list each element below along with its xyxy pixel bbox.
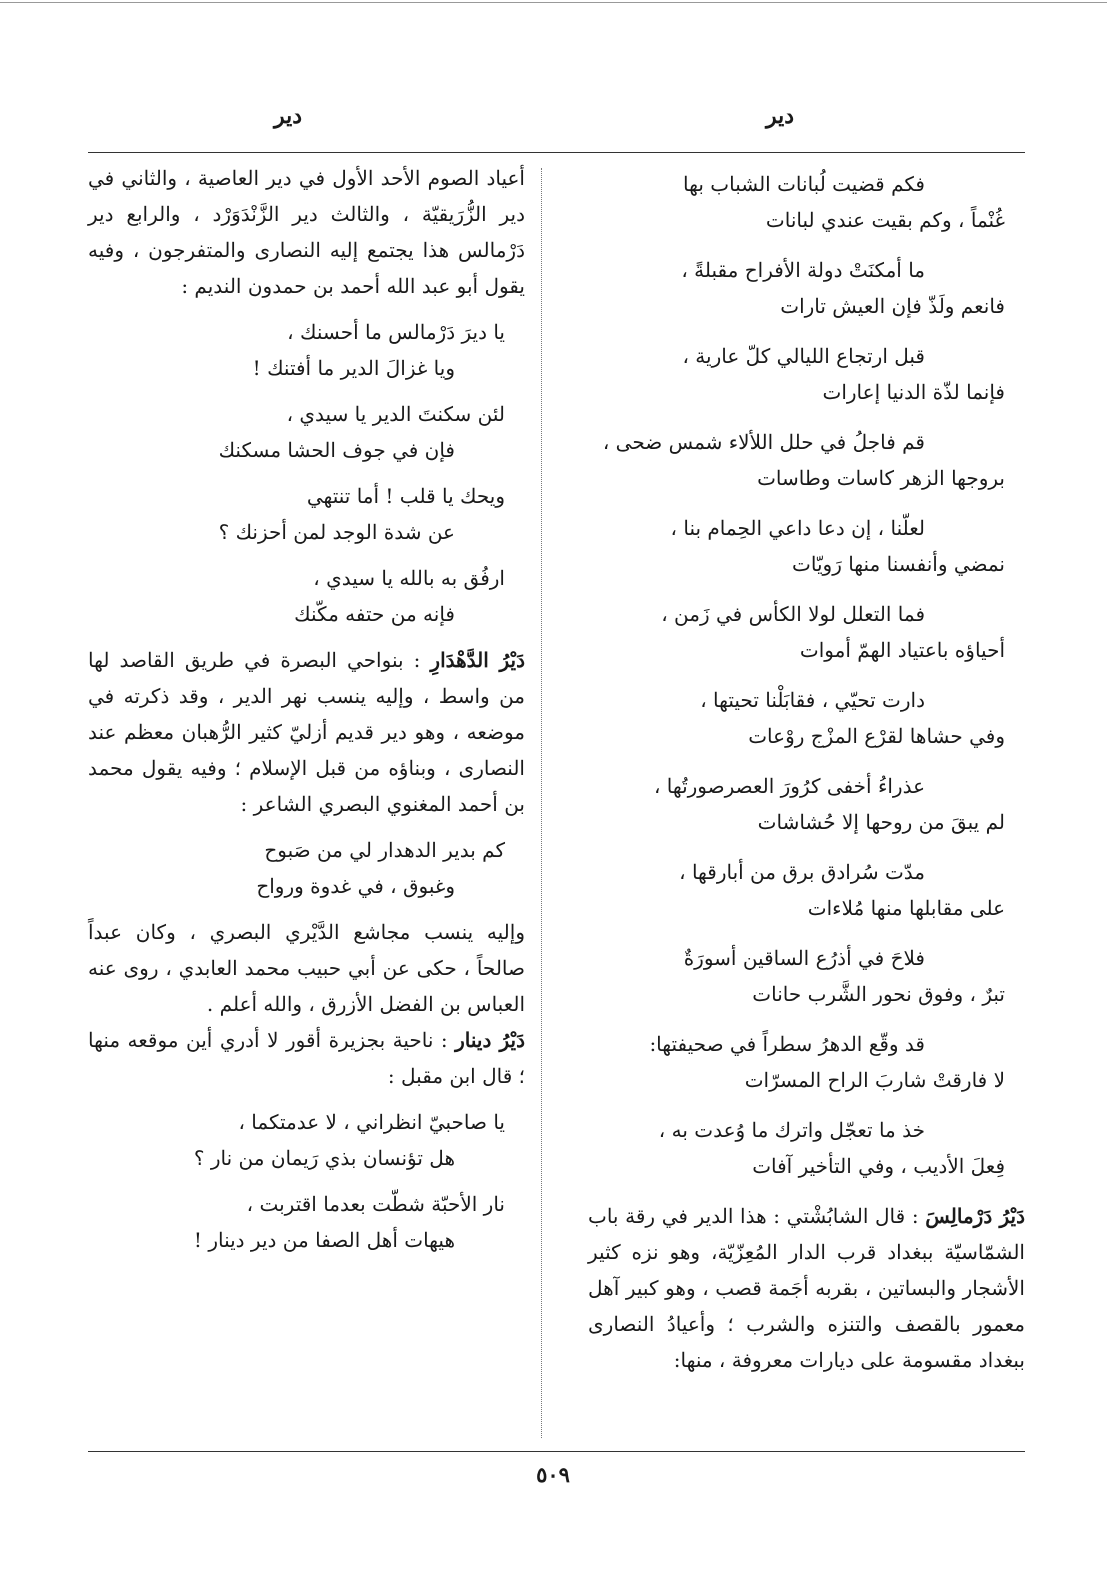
verse: [88, 1186, 525, 1258]
hemistich-2: أحياؤه باعتياد الهمّ أموات: [799, 638, 1005, 662]
hemistich-2: فإن في جوف الحشا مسكنك: [218, 438, 455, 462]
hemistich-1: قبل ارتجاع الليالي كلّ عارية ،: [682, 344, 925, 368]
headword: دَيْرُ دينار: [455, 1028, 525, 1052]
entry-dayr-darmalis: [588, 1198, 1025, 1378]
hemistich-1: ويحك يا قلب ! أما تنتهي: [306, 484, 505, 508]
page-number: ٥٠٩: [536, 1462, 570, 1487]
hemistich-1: ما أمكنَتْ دولة الأفراح مقبلةً ،: [681, 258, 925, 282]
hemistich-2: لا فارقتْ شاربَ الراح المسرّات: [744, 1068, 1005, 1092]
entry-text: : ناحية بجزيرة أقور لا أدري أين موقعه منها ؛ قال ابن مقبل :: [88, 1028, 525, 1088]
entry-dayr-dahdar: [88, 642, 525, 822]
verse: [588, 854, 1025, 926]
headword: دَيْرُ دَرْمالِسَ: [925, 1204, 1025, 1228]
hemistich-2: ويا غزالَ الدير ما أفتنك !: [252, 356, 455, 380]
hemistich-1: فلاحَ في أذرُع الساقين أسورَةٌ: [683, 946, 925, 970]
hemistich-2: فإنما لذّة الدنيا إعارات: [822, 380, 1005, 404]
hemistich-2: تبرٌ ، وفوق نحور الشَّرب حانات: [752, 982, 1005, 1006]
verse: [588, 424, 1025, 496]
scan-top-edge: [0, 2, 1107, 3]
hemistich-2: هل تؤنسان بذي رَيمان من نار ؟: [193, 1146, 455, 1170]
verse: [88, 832, 525, 904]
hemistich-1: عذراءُ أخفى كرُورَ العصرصورتُها ،: [653, 774, 925, 798]
hemistich-1: كم بدير الدهدار لي من صَبوح: [264, 838, 505, 862]
verse: [588, 940, 1025, 1012]
verse: [588, 338, 1025, 410]
entry-text: : قال الشابُشْتي : هذا الدير في رقة باب الشمّاسيّة ببغداد قرب الدار المُعِزّيّة، وهو نزه كثير الأشجار والبساتين ، بقربه أجَمة قصب ، وهو كبير آهل معمور بالقصف والتنزه والشرب ؛ وأعيادُ النصارى ببغداد مقسومة على ديارات معروفة ، منها:: [588, 1204, 1025, 1372]
column-divider: [541, 168, 542, 1438]
hemistich-2: وغبوق ، في غدوة ورواح: [256, 874, 455, 898]
left-column: [88, 160, 525, 1268]
verse: [88, 314, 525, 386]
verse: [588, 166, 1025, 238]
hemistich-1: قد وقّع الدهرُ سطراً في صحيفتها:: [649, 1032, 925, 1056]
footer-rule: [88, 1451, 1025, 1452]
header-rule: [88, 152, 1025, 153]
entry-text-continued: وإليه ينسب مجاشع الدَّيْري البصري ، وكان عبداً صالحاً ، حكى عن أبي حبيب محمد العابدي ، روى عنه العباس بن الفضل الأزرق ، والله أعلم .: [88, 920, 525, 1016]
entry-dayr-dinar: [88, 1022, 525, 1094]
hemistich-2: وفي حشاها لقرْع المزْج روْعات: [748, 724, 1005, 748]
running-title-left: دير: [273, 103, 303, 129]
verse: [588, 510, 1025, 582]
hemistich-1: ارفُق به بالله يا سيدي ،: [313, 566, 505, 590]
hemistich-2: على مقابلها منها مُلاءات: [807, 896, 1005, 920]
verse: [588, 1026, 1025, 1098]
hemistich-1: لعلّنا ، إن دعا داعي الحِمام بنا ،: [670, 516, 925, 540]
hemistich-2: غُنْماً ، وكم بقيت عندي لبانات: [765, 208, 1005, 232]
hemistich-1: يا ديرَ دَرْمالس ما أحسنك ،: [287, 320, 505, 344]
continued-text: أعياد الصوم الأحد الأول في دير العاصية ، والثاني في دير الزُّرَيقيّة ، والثالث دير الزَّنْدَوَرْد ، والرابع دير دَرْمالس هذا يجتمع إليه النصارى والمتفرجون ، وفيه يقول أبو عبد الله أحمد بن حمدون النديم :: [88, 166, 525, 298]
hemistich-1: نار الأحبّة شطّت بعدما اقتربت ،: [246, 1192, 505, 1216]
hemistich-1: فما التعلل لولا الكأس في زَمن ،: [661, 602, 925, 626]
entry-text: : بنواحي البصرة في طريق القاصد لها من واسط ، وإليه ينسب نهر الدير ، وقد ذكرته في موضعه ، وهو دير قديم أزليّ كثير الرُّهبان معظم عند النصارى ، وبناؤه من قبل الإسلام ؛ وفيه يقول محمد بن أحمد المغنوي البصري الشاعر :: [88, 648, 526, 816]
hemistich-1: لئن سكنتَ الدير يا سيدي ،: [286, 402, 505, 426]
verse: [588, 1112, 1025, 1184]
hemistich-2: فإنه من حتفه مكّنك: [294, 602, 455, 626]
hemistich-2: بروجها الزهر كاسات وطاسات: [757, 466, 1005, 490]
hemistich-1: دارت تحيّي ، فقابَلْنا تحيتها ،: [700, 688, 925, 712]
running-title-right: دير: [765, 103, 795, 129]
verse: [88, 478, 525, 550]
hemistich-1: قم فاجلُ في حلل اللألاء شمس ضحى ،: [602, 430, 925, 454]
hemistich-2: فِعلَ الأديب ، وفي التأخير آفات: [752, 1154, 1005, 1178]
verse: [88, 1104, 525, 1176]
hemistich-2: فانعم ولَذّ فإن العيش تارات: [780, 294, 1005, 318]
verse: [88, 560, 525, 632]
verse: [588, 252, 1025, 324]
hemistich-1: خذ ما تعجّل واترك ما وُعدت به ،: [658, 1118, 925, 1142]
verse: [88, 396, 525, 468]
hemistich-2: لم يبقَ من روحها إلا حُشاشات: [757, 810, 1005, 834]
hemistich-1: يا صاحبيّ انظراني ، لا عدمتكما ،: [238, 1110, 505, 1134]
verse: [588, 768, 1025, 840]
hemistich-2: هيهات أهل الصفا من دير دينار !: [193, 1228, 455, 1252]
hemistich-2: عن شدة الوجد لمن أحزنك ؟: [218, 520, 455, 544]
headword: دَيْرُ الدَّهْدَارِ: [430, 648, 525, 672]
hemistich-1: مدّت سُرادق برق من أبارقها ،: [679, 860, 925, 884]
verse: [588, 596, 1025, 668]
right-column: [588, 160, 1025, 1378]
verse: [588, 682, 1025, 754]
hemistich-2: نمضي وأنفسنا منها رَويّات: [792, 552, 1005, 576]
hemistich-1: فكم قضيت لُبانات الشباب بها: [683, 172, 925, 196]
